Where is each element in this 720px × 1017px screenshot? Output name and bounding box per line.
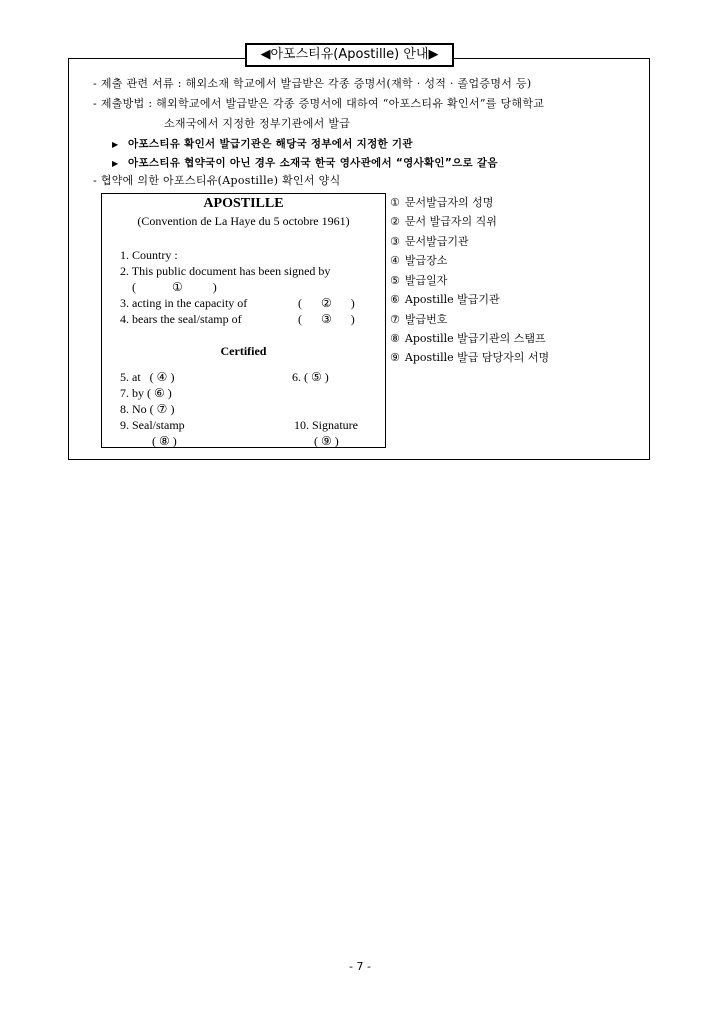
field-at: 5. at ( ④ ): [120, 370, 175, 384]
bullet-consular: [112, 156, 498, 171]
field-seal-stamp-mark: ( ⑧ ): [152, 434, 177, 448]
submission-method-cont: 소재국에서 지정한 정부기관에서 발급: [164, 117, 351, 130]
legend-item: ⑦ 발급번호: [390, 313, 448, 326]
field-capacity-mark: ( ② ): [298, 296, 355, 310]
legend-item: ③ 문서발급기관: [390, 235, 469, 248]
apostille-subtitle: (Convention de La Haye du 5 octobre 1961): [137, 214, 350, 228]
legend-item: ⑥ Apostille 발급기관: [390, 293, 500, 306]
notice-title: ◀아포스티유(Apostille) 안내▶: [245, 43, 454, 67]
triangle-bullet-icon: ▶: [112, 159, 119, 168]
field-by: 7. by ( ⑥ ): [120, 386, 172, 400]
field-seal-of-mark: ( ③ ): [298, 312, 355, 326]
circled-number: ⑤: [311, 370, 322, 384]
apostille-form: [101, 193, 386, 448]
field-capacity: 3. acting in the capacity of: [120, 296, 248, 310]
circled-number: ②: [321, 296, 332, 310]
submission-method-line: - 제출방법 : 해외학교에서 발급받은 각종 증명서에 대하여 “아포스티유 확인서”를 당해학교: [93, 97, 545, 110]
legend-item: ⑧ Apostille 발급기관의 스탬프: [390, 332, 546, 345]
field-seal-stamp: 9. Seal/stamp: [120, 418, 185, 432]
legend-item: ⑤ 발급일자: [390, 274, 448, 287]
triangle-bullet-icon: ▶: [112, 140, 119, 149]
bullet-text: 아포스티유 협약국이 아닌 경우 소재국 한국 영사관에서 “영사확인”으로 갈음: [128, 157, 498, 169]
field-seal-of: 4. bears the seal/stamp of: [120, 312, 242, 326]
apostille-title: APOSTILLE: [203, 196, 284, 211]
legend-item: ② 문서 발급자의 직위: [390, 215, 497, 228]
circled-number: ③: [321, 312, 332, 326]
circled-number: ⑧: [159, 434, 170, 448]
circled-number: ⑦: [156, 402, 168, 416]
circled-number: ⑨: [321, 434, 332, 448]
circled-number: ⑥: [154, 386, 165, 400]
circled-number: ④: [156, 370, 168, 384]
field-no: 8. No ( ⑦ ): [120, 402, 175, 416]
legend-item: ① 문서발급자의 성명: [390, 196, 494, 209]
circled-number: ①: [172, 280, 183, 294]
field-signed-by-mark: ( ① ): [132, 280, 217, 294]
field-signature: 10. Signature: [294, 418, 358, 432]
legend-item: ⑨ Apostille 발급 담당자의 서명: [390, 351, 550, 364]
field-signature-mark: ( ⑨ ): [314, 434, 339, 448]
certified-heading: Certified: [220, 344, 267, 358]
form-intro-line: - 협약에 의한 아포스티유(Apostille) 확인서 양식: [93, 174, 341, 187]
submission-docs-line: - 제출 관련 서류 : 해외소재 학교에서 발급받은 각종 증명서(재학 · 성적 · 졸업증명서 등): [93, 77, 532, 90]
legend-item: ④ 발급장소: [390, 254, 448, 267]
page-number: - 7 -: [349, 960, 371, 973]
field-date: 6. ( ⑤ ): [292, 370, 329, 384]
bullet-issuing-agency: [112, 137, 413, 152]
bullet-text: 아포스티유 확인서 발급기관은 해당국 정부에서 지정한 기관: [128, 138, 413, 150]
field-signed-by: 2. This public document has been signed by: [120, 264, 331, 278]
field-country: 1. Country :: [120, 248, 178, 262]
